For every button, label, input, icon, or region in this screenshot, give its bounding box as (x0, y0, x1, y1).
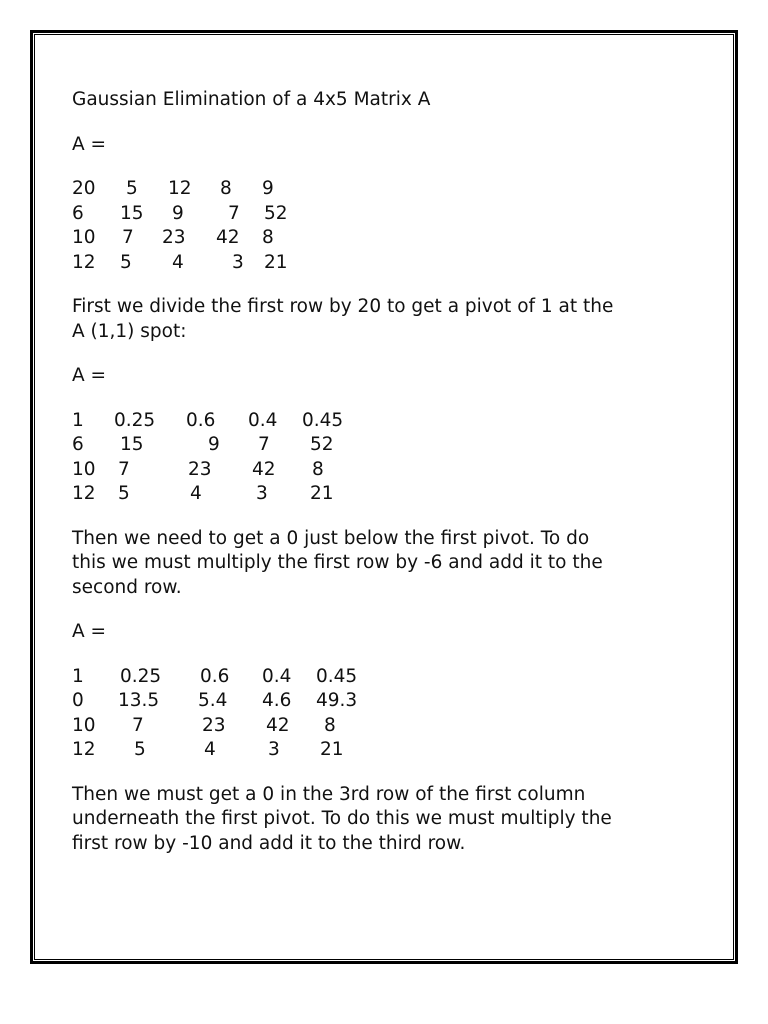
matrix-cell: 4.6 (262, 690, 292, 711)
matrix-row (72, 689, 692, 714)
matrix-row (72, 177, 692, 202)
step1-text-line1: First we divide the first row by 20 to get a pivot of 1 at the (72, 296, 614, 317)
matrix-cell: 15 (120, 434, 144, 455)
matrix-cell: 7 (228, 202, 240, 224)
matrix-step1 (72, 409, 692, 507)
matrix-cell: 52 (310, 434, 334, 455)
matrix-cell: 7 (258, 434, 270, 455)
matrix-cell: 0.6 (186, 409, 216, 431)
matrix-row (72, 458, 692, 483)
matrix-cell: 6 (72, 434, 84, 455)
matrix-cell: 10 (72, 227, 96, 248)
matrix-cell: 3 (268, 739, 280, 760)
matrix-label: A = (72, 365, 107, 386)
matrix-cell: 5.4 (198, 690, 228, 711)
document-title: Gaussian Elimination of a 4x5 Matrix A (72, 89, 431, 110)
step2-text-line2: this we must multiply the first row by -6 and add it to the (72, 552, 603, 573)
matrix-cell: 4 (190, 483, 202, 504)
matrix-cell: 9 (208, 434, 220, 455)
matrix-cell: 8 (312, 458, 324, 480)
matrix-cell: 9 (262, 178, 274, 199)
matrix-cell: 23 (188, 458, 212, 480)
step2-text-line3: second row. (72, 576, 182, 598)
matrix-cell: 0 (72, 690, 84, 711)
matrix-cell: 23 (202, 714, 226, 736)
matrix-cell: 5 (120, 251, 132, 273)
matrix-row (72, 714, 692, 739)
matrix-cell: 3 (232, 251, 244, 273)
matrix-row (72, 482, 692, 507)
matrix-row (72, 738, 692, 763)
matrix-cell: 42 (266, 714, 290, 736)
matrix-cell: 0.25 (114, 409, 156, 431)
matrix-cell: 15 (120, 202, 144, 224)
matrix-cell: 1 (72, 665, 84, 687)
matrix-cell: 5 (118, 483, 130, 504)
matrix-row (72, 665, 692, 690)
matrix-cell: 49.3 (316, 690, 358, 711)
matrix-cell: 9 (172, 202, 184, 224)
matrix-cell: 0.4 (262, 665, 292, 687)
matrix-cell: 0.45 (316, 665, 358, 687)
matrix-cell: 21 (320, 739, 344, 760)
matrix-cell: 4 (172, 251, 184, 273)
matrix-cell: 5 (126, 178, 138, 199)
matrix-cell: 4 (204, 739, 216, 760)
matrix-cell: 7 (118, 458, 130, 480)
matrix-cell: 42 (252, 458, 276, 480)
matrix-label: A = (72, 133, 107, 155)
document-body (72, 88, 692, 856)
matrix-row (72, 251, 692, 276)
matrix-cell: 0.45 (302, 409, 344, 431)
matrix-cell: 3 (256, 483, 268, 504)
matrix-cell: 20 (72, 178, 96, 199)
step1-text-line2: A (1,1) spot: (72, 320, 187, 342)
step3-text-line2: underneath the first pivot. To do this we must multiply the (72, 808, 612, 829)
matrix-cell: 10 (72, 458, 96, 480)
step3-text-line3: first row by -10 and add it to the third row. (72, 832, 466, 854)
matrix-row (72, 409, 692, 434)
matrix-cell: 12 (72, 739, 96, 760)
matrix-cell: 13.5 (118, 690, 160, 711)
matrix-original (72, 177, 692, 275)
matrix-cell: 12 (72, 251, 96, 273)
matrix-step2 (72, 665, 692, 763)
matrix-cell: 0.4 (248, 409, 278, 431)
step3-text-line1: Then we must get a 0 in the 3rd row of the first column (72, 783, 586, 805)
matrix-row (72, 226, 692, 251)
matrix-cell: 8 (262, 227, 274, 248)
matrix-cell: 23 (162, 227, 186, 248)
matrix-cell: 21 (310, 483, 334, 504)
matrix-cell: 8 (324, 714, 336, 736)
matrix-cell: 7 (132, 714, 144, 736)
matrix-cell: 6 (72, 202, 84, 224)
matrix-cell: 1 (72, 409, 84, 431)
matrix-cell: 5 (134, 739, 146, 760)
step2-text-line1: Then we need to get a 0 just below the first pivot. To do (72, 527, 590, 549)
matrix-cell: 0.6 (200, 665, 230, 687)
matrix-row (72, 433, 692, 458)
matrix-label: A = (72, 621, 107, 642)
matrix-cell: 8 (220, 178, 232, 199)
matrix-cell: 21 (264, 251, 288, 273)
matrix-cell: 12 (72, 483, 96, 504)
matrix-row (72, 202, 692, 227)
matrix-cell: 10 (72, 714, 96, 736)
matrix-cell: 12 (168, 178, 192, 199)
matrix-cell: 0.25 (120, 665, 162, 687)
matrix-cell: 42 (216, 227, 240, 248)
matrix-cell: 52 (264, 202, 288, 224)
matrix-cell: 7 (122, 227, 134, 248)
